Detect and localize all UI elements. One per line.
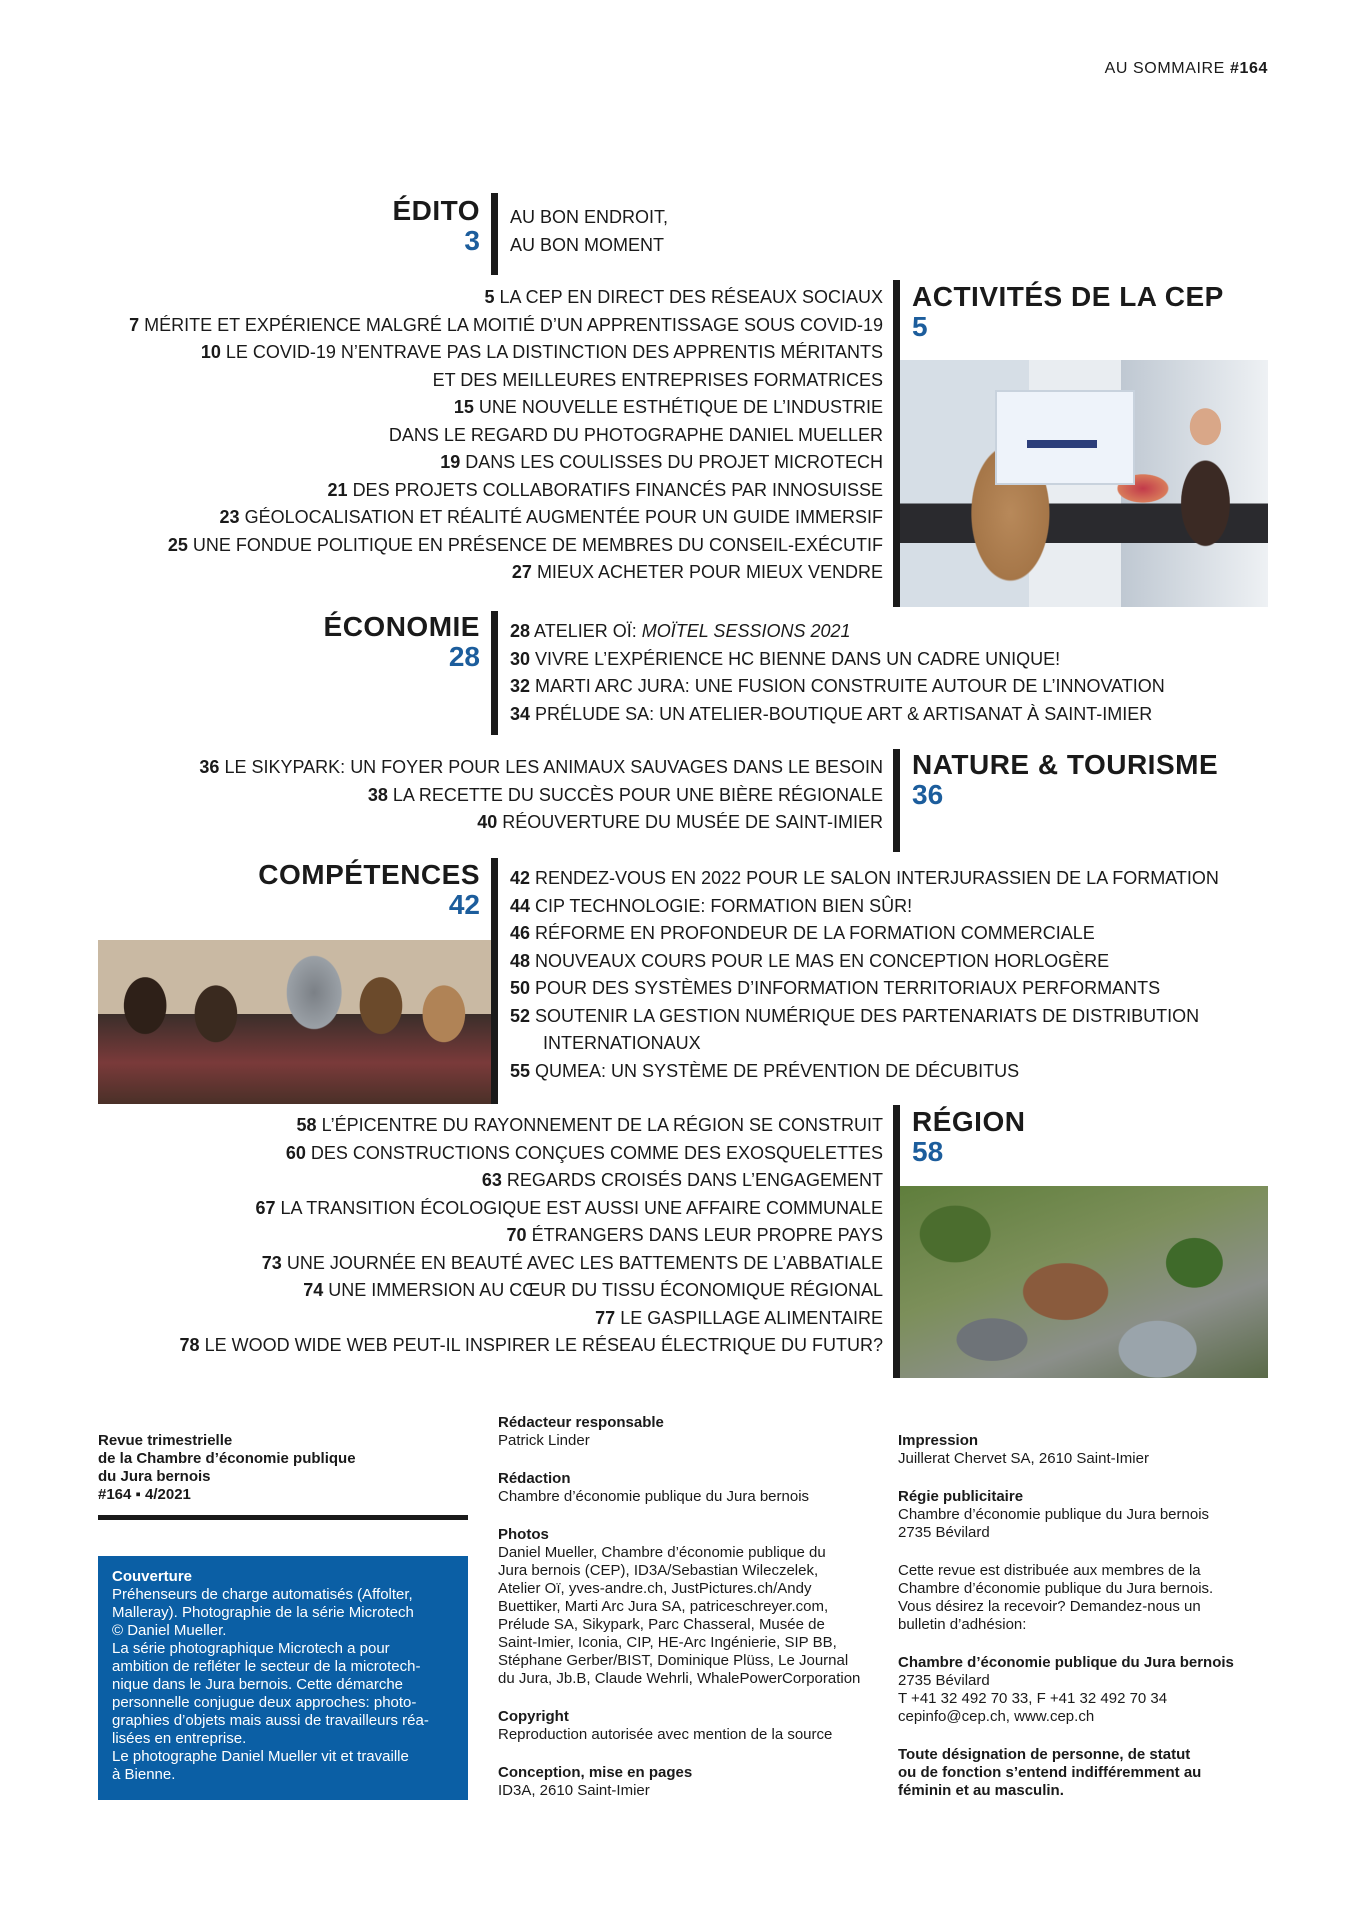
economie-page: 28: [448, 641, 480, 672]
edito-line: AU BON ENDROIT,: [510, 207, 669, 227]
credit-line: Jura bernois (CEP), ID3A/Sebastian Wileczelek,: [498, 1562, 819, 1579]
cover-line: personnelle conjugue deux approches: photo-: [112, 1694, 417, 1711]
toc-entry[interactable]: 60 DES CONSTRUCTIONS CONÇUES COMME DES EXOSQUELETTES: [285, 1142, 883, 1163]
credit-block: [498, 1708, 878, 1744]
toc-entry[interactable]: 38 LA RECETTE DU SUCCÈS POUR UNE BIÈRE RÉGIONALE: [367, 784, 883, 805]
credit-label: Impression: [898, 1432, 979, 1449]
credit-line: Buettiker, Marti Arc Jura SA, patriceschreyer.com,: [498, 1598, 829, 1615]
economie-title: ÉCONOMIE: [323, 611, 480, 642]
disclaimer-line: Toute désignation de personne, de statut: [898, 1746, 1191, 1763]
credit-block: [498, 1764, 878, 1800]
toc-entry[interactable]: 10 LE COVID-19 N’ENTRAVE PAS LA DISTINCTION DES APPRENTIS MÉRITANTS: [200, 342, 883, 362]
edito-heading: [180, 196, 480, 256]
credit-line: Chambre d’économie publique du Jura bernois.: [898, 1580, 1214, 1597]
toc-entry[interactable]: 25 UNE FONDUE POLITIQUE EN PRÉSENCE DE MEMBRES DU CONSEIL-EXÉCUTIF: [167, 534, 883, 555]
economie-list: [510, 618, 1165, 728]
toc-entry[interactable]: 77 LE GASPILLAGE ALIMENTAIRE: [595, 1307, 883, 1328]
economie-heading: [180, 612, 480, 672]
toc-entry[interactable]: 7 MÉRITE ET EXPÉRIENCE MALGRÉ LA MOITIÉ D’UN APPRENTISSAGE SOUS COVID-19: [129, 314, 883, 335]
credits-middle: [498, 1414, 878, 1820]
toc-entry[interactable]: 55 QUMEA: UN SYSTÈME DE PRÉVENTION DE DÉCUBITUS: [510, 1060, 1020, 1081]
cover-line: nique dans le Jura bernois. Cette démarche: [112, 1676, 404, 1693]
toc-entry[interactable]: 32 MARTI ARC JURA: UNE FUSION CONSTRUITE AUTOUR DE L’INNOVATION: [510, 676, 1165, 696]
toc-entry[interactable]: 34 PRÉLUDE SA: UN ATELIER-BOUTIQUE ART & ARTISANAT À SAINT-IMIER: [510, 703, 1153, 724]
edito-summary: [510, 203, 668, 259]
cover-line: ambition de refléter le secteur de la microtech-: [112, 1658, 421, 1675]
region-title: RÉGION: [912, 1106, 1026, 1137]
toc-entry[interactable]: 70 ÉTRANGERS DANS LEUR PROPRE PAYS: [506, 1225, 883, 1245]
credit-line: Prélude SA, Sikypark, Parc Chasseral, Musée de: [498, 1616, 825, 1633]
toc-entry[interactable]: 46 RÉFORME EN PROFONDEUR DE LA FORMATION COMMERCIALE: [510, 923, 1095, 943]
competences-rule: [491, 858, 498, 1104]
cover-line: à Bienne.: [112, 1766, 176, 1783]
credit-line: Cette revue est distribuée aux membres de la: [898, 1562, 1201, 1579]
toc-entry[interactable]: 73 UNE JOURNÉE EN BEAUTÉ AVEC LES BATTEMENTS DE L’ABBATIALE: [261, 1252, 883, 1273]
cover-line: © Daniel Mueller.: [112, 1622, 227, 1639]
edito-page: 3: [464, 225, 480, 256]
contact-email-web[interactable]: cepinfo@cep.ch, www.cep.ch: [898, 1708, 1095, 1725]
credit-line: ID3A, 2610 Saint-Imier: [498, 1782, 650, 1799]
credit-line: Reproduction autorisée avec mention de la source: [498, 1726, 833, 1743]
presentation-screen: [995, 390, 1135, 485]
credit-label: Régie publicitaire: [898, 1488, 1024, 1505]
cover-label: Couverture: [112, 1568, 193, 1585]
credit-line: Atelier Oï, yves-andre.ch, JustPictures.ch/Andy: [498, 1580, 812, 1597]
credit-line: Daniel Mueller, Chambre d’économie publique du: [498, 1544, 826, 1561]
cover-line: Le photographe Daniel Mueller vit et travaille: [112, 1748, 409, 1765]
nature-list: [199, 754, 883, 837]
edito-title: ÉDITO: [392, 195, 480, 226]
toc-entry[interactable]: 5 LA CEP EN DIRECT DES RÉSEAUX SOCIAUX: [484, 287, 883, 307]
masthead-issue: #164 ▪ 4/2021: [98, 1486, 191, 1503]
cover-line: lisées en entreprise.: [112, 1730, 247, 1747]
credit-block: [898, 1432, 1268, 1468]
toc-entry-continued[interactable]: INTERNATIONAUX: [543, 1033, 701, 1053]
credit-label: Chambre d’économie publique du Jura bernois: [898, 1654, 1234, 1671]
credit-line: 2735 Bévilard: [898, 1524, 990, 1541]
masthead-line: Revue trimestrielle: [98, 1432, 233, 1449]
masthead-rule: [98, 1515, 468, 1520]
credit-label: Photos: [498, 1526, 549, 1543]
cover-line: Préhenseurs de charge automatisés (Affolter,: [112, 1586, 413, 1603]
competences-title: COMPÉTENCES: [258, 859, 480, 890]
cover-line: graphies d’objets mais aussi de travailleurs réa-: [112, 1712, 429, 1729]
region-rule: [893, 1105, 900, 1378]
competences-page: 42: [448, 889, 480, 920]
credit-line: Patrick Linder: [498, 1432, 590, 1449]
toc-entry[interactable]: 50 POUR DES SYSTÈMES D’INFORMATION TERRITORIAUX PERFORMANTS: [510, 978, 1161, 998]
credit-line: Chambre d’économie publique du Jura bernois: [898, 1506, 1210, 1523]
nature-rule: [893, 749, 900, 852]
region-list: [180, 1112, 883, 1360]
region-page: 58: [912, 1136, 944, 1167]
cover-line: Malleray). Photographie de la série Microtech: [112, 1604, 414, 1621]
header-prefix: AU SOMMAIRE: [1104, 60, 1225, 77]
toc-entry[interactable]: 42 RENDEZ-VOUS EN 2022 POUR LE SALON INTERJURASSIEN DE LA FORMATION: [510, 868, 1219, 888]
competences-list: [510, 865, 1219, 1085]
credit-line: Chambre d’économie publique du Jura bernois: [498, 1488, 810, 1505]
toc-entry[interactable]: 63 REGARDS CROISÉS DANS L’ENGAGEMENT: [481, 1170, 883, 1190]
credit-line: Vous désirez la recevoir? Demandez-nous un: [898, 1598, 1201, 1615]
toc-entry[interactable]: 30 VIVRE L’EXPÉRIENCE HC BIENNE DANS UN CADRE UNIQUE!: [510, 648, 1061, 669]
gender-disclaimer: [898, 1746, 1268, 1800]
nature-title: NATURE & TOURISME: [912, 749, 1219, 780]
activites-page: 5: [912, 311, 928, 342]
toc-entry[interactable]: 23 GÉOLOCALISATION ET RÉALITÉ AUGMENTÉE POUR UN GUIDE IMMERSIF: [219, 507, 883, 527]
disclaimer-line: féminin et au masculin.: [898, 1782, 1064, 1799]
toc-entry[interactable]: 15 UNE NOUVELLE ESTHÉTIQUE DE L’INDUSTRIE: [453, 397, 883, 417]
activites-rule: [893, 280, 900, 607]
masthead-line: de la Chambre d’économie publique: [98, 1450, 356, 1467]
nature-heading: [912, 750, 1218, 810]
credit-line: bulletin d’adhésion:: [898, 1616, 1027, 1633]
credit-label: Rédaction: [498, 1470, 571, 1487]
cover-line: La série photographique Microtech a pour: [112, 1640, 390, 1657]
toc-entry[interactable]: 28 ATELIER OÏ: MOÏTEL SESSIONS 2021: [510, 621, 851, 641]
toc-entry-continued[interactable]: ET DES MEILLEURES ENTREPRISES FORMATRICES: [432, 369, 883, 390]
masthead: [98, 1432, 468, 1504]
edito-rule: [491, 193, 498, 275]
disclaimer-line: ou de fonction s’entend indifféremment au: [898, 1764, 1202, 1781]
issue-header: [1105, 60, 1268, 78]
toc-entry[interactable]: 52 SOUTENIR LA GESTION NUMÉRIQUE DES PARTENARIATS DE DISTRIBUTION: [510, 1005, 1200, 1026]
competences-heading: [180, 860, 480, 920]
cover-credit-box: [98, 1556, 468, 1800]
activites-title: ACTIVITÉS DE LA CEP: [912, 281, 1224, 312]
activites-list: [129, 284, 883, 587]
nature-page: 36: [912, 779, 944, 810]
economie-rule: [491, 611, 498, 735]
subscription-note: [898, 1562, 1268, 1634]
credit-line: du Jura, Jb.B, Claude Wehrli, WhalePowerCorporation: [498, 1670, 861, 1687]
toc-entry[interactable]: 44 CIP TECHNOLOGIE: FORMATION BIEN SÛR!: [510, 895, 913, 916]
toc-entry[interactable]: 40 RÉOUVERTURE DU MUSÉE DE SAINT-IMIER: [477, 812, 883, 832]
toc-entry[interactable]: 78 LE WOOD WIDE WEB PEUT-IL INSPIRER LE RÉSEAU ÉLECTRIQUE DU FUTUR?: [179, 1335, 883, 1355]
toc-entry[interactable]: 19 DANS LES COULISSES DU PROJET MICROTECH: [440, 452, 883, 472]
credit-block: [498, 1414, 878, 1450]
credit-line: Stéphane Gerber/BIST, Dominique Plüss, Le Journal: [498, 1652, 849, 1669]
credit-block: [498, 1470, 878, 1506]
activites-photo: [900, 360, 1268, 607]
toc-entry[interactable]: 36 LE SIKYPARK: UN FOYER POUR LES ANIMAUX SAUVAGES DANS LE BESOIN: [199, 757, 883, 777]
toc-entry[interactable]: 67 LA TRANSITION ÉCOLOGIQUE EST AUSSI UNE AFFAIRE COMMUNALE: [255, 1197, 883, 1218]
toc-entry[interactable]: 21 DES PROJETS COLLABORATIFS FINANCÉS PAR INNOSUISSE: [327, 479, 883, 500]
header-issue: #164: [1230, 60, 1268, 77]
toc-entry[interactable]: 74 UNE IMMERSION AU CŒUR DU TISSU ÉCONOMIQUE RÉGIONAL: [303, 1280, 883, 1300]
credit-label: Conception, mise en pages: [498, 1764, 693, 1781]
contact-phone: T +41 32 492 70 33, F +41 32 492 70 34: [898, 1690, 1168, 1707]
region-heading: [912, 1107, 1025, 1167]
contact-block: [898, 1654, 1268, 1726]
credit-label: Copyright: [498, 1708, 569, 1725]
credit-label: Rédacteur responsable: [498, 1414, 664, 1431]
toc-entry[interactable]: 58 L’ÉPICENTRE DU RAYONNEMENT DE LA RÉGION SE CONSTRUIT: [296, 1115, 883, 1135]
credits-right: [898, 1432, 1268, 1800]
masthead-line: du Jura bernois: [98, 1468, 211, 1485]
activites-heading: [912, 282, 1224, 342]
toc-entry[interactable]: 48 NOUVEAUX COURS POUR LE MAS EN CONCEPTION HORLOGÈRE: [510, 950, 1110, 971]
credit-line: 2735 Bévilard: [898, 1672, 990, 1689]
toc-entry[interactable]: 27 MIEUX ACHETER POUR MIEUX VENDRE: [511, 562, 883, 582]
credit-block: [898, 1488, 1268, 1542]
credit-line: Juillerat Chervet SA, 2610 Saint-Imier: [898, 1450, 1149, 1467]
credit-block: [498, 1526, 878, 1688]
credit-line: Saint-Imier, Iconia, CIP, HE-Arc Ingénierie, SIP BB,: [498, 1634, 837, 1651]
toc-entry-continued[interactable]: DANS LE REGARD DU PHOTOGRAPHE DANIEL MUELLER: [388, 424, 883, 445]
region-photo: [900, 1186, 1268, 1378]
edito-line: AU BON MOMENT: [510, 235, 665, 255]
competences-photo: [98, 940, 491, 1104]
